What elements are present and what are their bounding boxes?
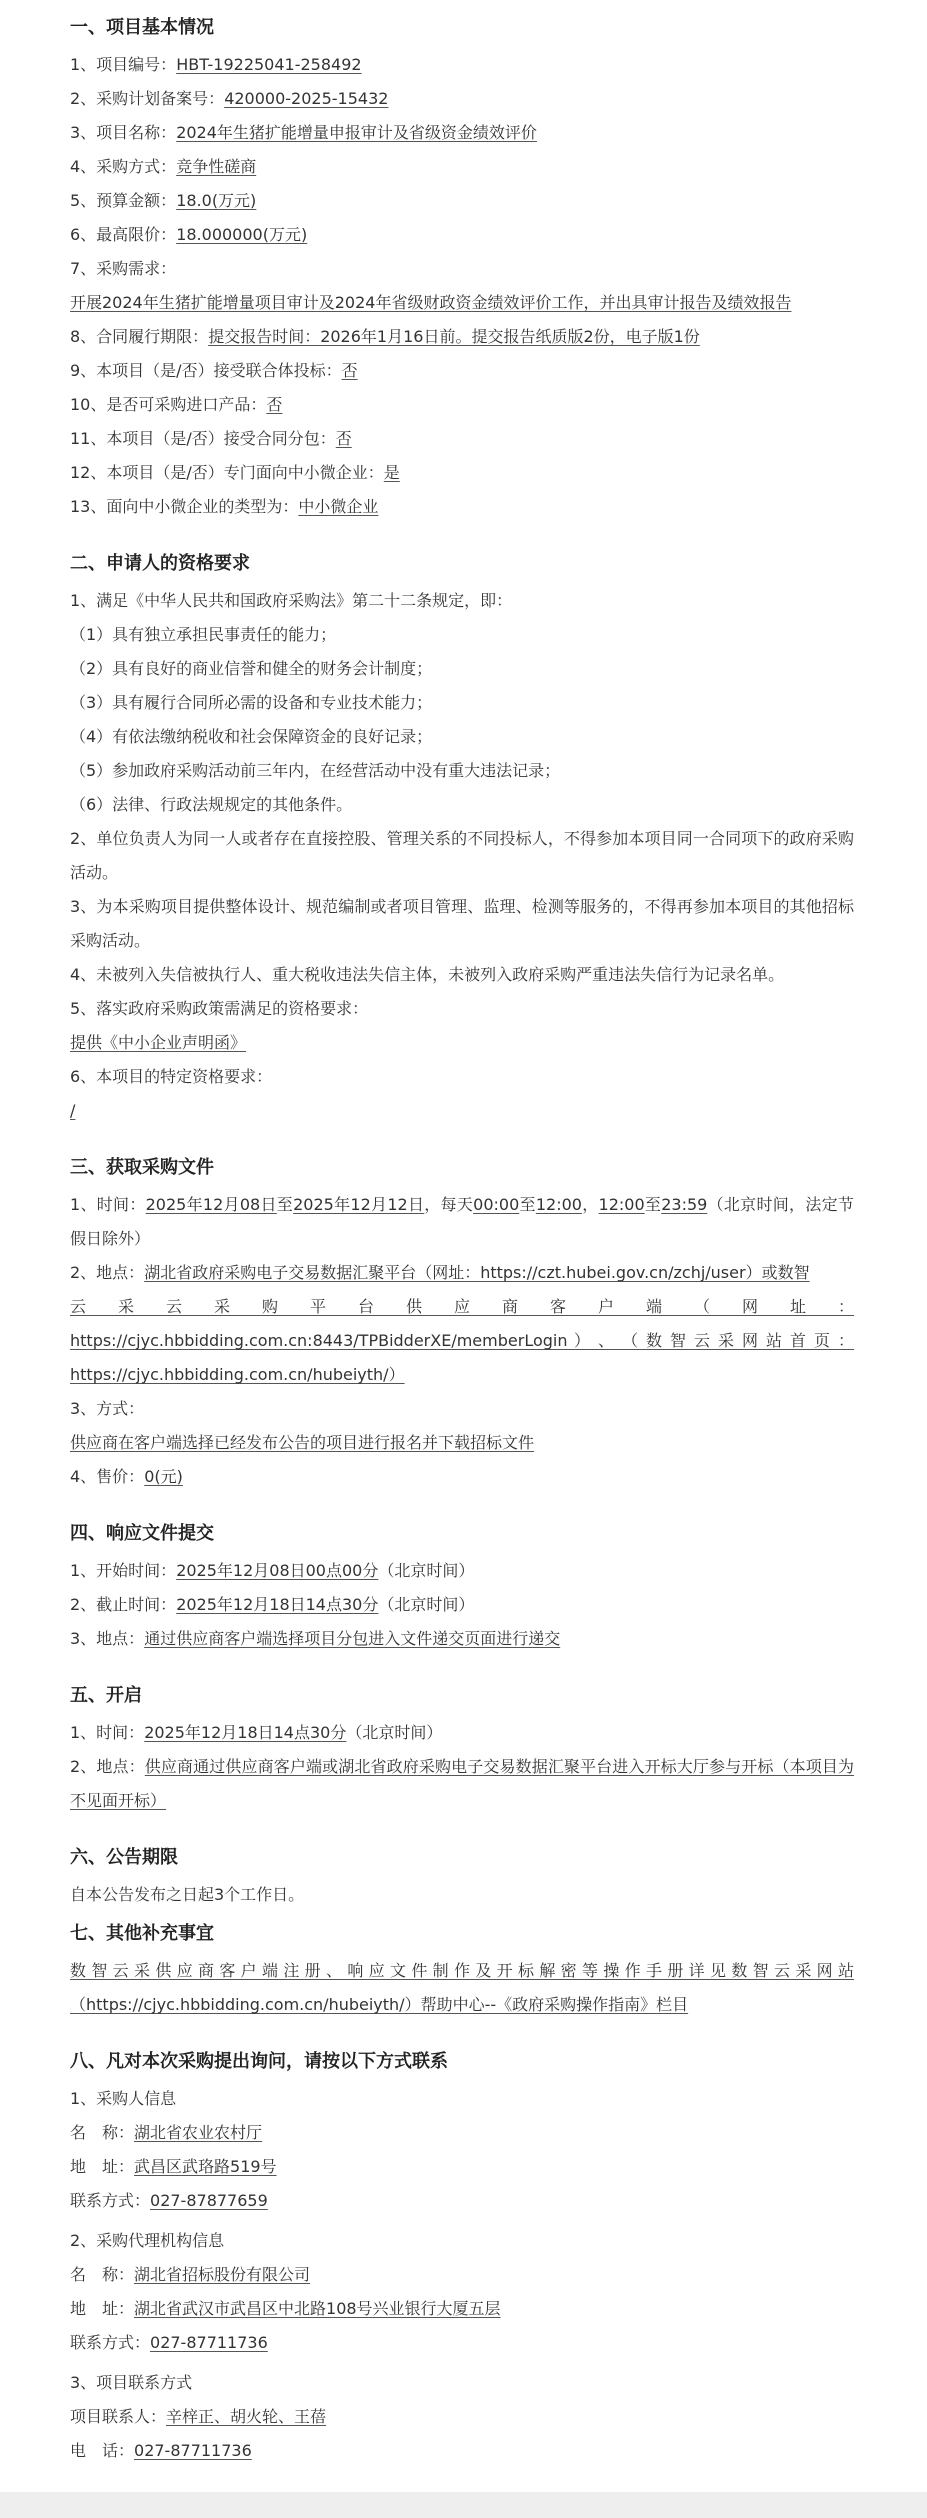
other-matters-line-1-row (70, 1954, 854, 1988)
contract-term-value: 提交报告时间：2026年1月16日前。提交报告纸质版2份，电子版1份 (208, 327, 700, 346)
max-price-value: 18.000000(万元) (176, 225, 308, 244)
obtain-hour-2: 12:00 (535, 1195, 582, 1214)
obtain-place-line-1: 湖北省政府采购电子交易数据汇聚平台（网址：https://czt.hubei.gov.cn/zchj/user）或数智 (144, 1263, 810, 1282)
submission-start-label: 1、开始时间： (70, 1561, 177, 1580)
submission-deadline-value: 2025年12月18日14点30分 (176, 1595, 379, 1614)
max-price-label: 6、最高限价： (70, 225, 177, 244)
budget-row (70, 184, 854, 218)
agent-phone-value: 027-87711736 (150, 2333, 268, 2352)
buyer-address-value: 武昌区武珞路519号 (134, 2157, 277, 2176)
sme-dedicated-label: 12、本项目（是/否）专门面向中小微企业： (70, 463, 384, 482)
qualification-condition: （5）参加政府采购活动前三年内，在经营活动中没有重大违法记录； (70, 761, 561, 780)
submission-deadline-note: （北京时间） (378, 1595, 475, 1614)
obtain-place-line-2: 云 采 云 采 购 平 台 供 应 商 客 户 端 （ 网 址 ： (70, 1297, 854, 1316)
obtain-place-line-4-row (70, 1358, 854, 1392)
obtain-hour-3: 12:00 (598, 1195, 645, 1214)
obtain-hour-to-2: 至 (644, 1195, 662, 1214)
procurement-needs-row (70, 286, 854, 320)
agent-info-heading: 2、采购代理机构信息 (70, 2231, 225, 2250)
plan-record-number-row (70, 82, 854, 116)
buyer-name-value: 湖北省农业农村厅 (134, 2123, 263, 2142)
project-contact-heading: 3、项目联系方式 (70, 2373, 193, 2392)
other-matters-line-1: 数智云采供应商客户端注册、响应文件制作及开标解密等操作手册详见数智云采网站 (70, 1961, 854, 1980)
obtain-end-date: 2025年12月12日 (293, 1195, 425, 1214)
project-name-label: 3、项目名称： (70, 123, 177, 142)
submission-place-row (70, 1622, 854, 1656)
qualification-policy-value: 提供《中小企业声明函》 (70, 1033, 247, 1052)
project-contact-phone-row (70, 2434, 854, 2468)
contract-term-row (70, 320, 854, 354)
project-number-label: 1、项目编号： (70, 55, 177, 74)
procurement-method-value: 竞争性磋商 (176, 157, 257, 176)
obtain-to-text: 至 (276, 1195, 294, 1214)
import-products-row (70, 388, 854, 422)
plan-record-number-value: 420000-2025-15432 (224, 89, 389, 108)
obtain-place-line-3-row (70, 1324, 854, 1358)
qualification-item: 6、本项目的特定资格要求： (70, 1067, 273, 1086)
qualification-item: 4、未被列入失信被执行人、重大税收违法失信主体，未被列入政府采购严重违法失信行为记录名单。 (70, 965, 785, 984)
obtain-start-date: 2025年12月08日 (145, 1195, 277, 1214)
opening-place-label: 2、地点： (70, 1757, 145, 1776)
opening-place-row (70, 1750, 854, 1818)
buyer-phone-value: 027-87877659 (150, 2191, 268, 2210)
section-title-basic-info: 一、项目基本情况 (70, 17, 214, 38)
obtain-daily-text: ，每天 (424, 1195, 474, 1214)
obtain-hour-4: 23:59 (661, 1195, 708, 1214)
opening-place-value: 供应商通过供应商客户端或湖北省政府采购电子交易数据汇聚平台进入开标大厅参与开标（本项目为不见面开标） (70, 1757, 854, 1810)
opening-time-note: （北京时间） (346, 1723, 443, 1742)
obtain-price-label: 4、售价： (70, 1467, 145, 1486)
import-products-label: 10、是否可采购进口产品： (70, 395, 267, 414)
project-contact-person-label: 项目联系人： (70, 2407, 167, 2426)
section-title-qualifications: 二、申请人的资格要求 (70, 553, 250, 574)
page-footer-bar (0, 2492, 927, 2518)
other-matters-line-2-row (70, 1988, 854, 2022)
consortium-label: 9、本项目（是/否）接受联合体投标： (70, 361, 342, 380)
qualification-item: 1、满足《中华人民共和国政府采购法》第二十二条规定，即： (70, 591, 513, 610)
obtain-method-row (70, 1426, 854, 1460)
obtain-time-label: 1、时间： (70, 1195, 146, 1214)
import-products-value: 否 (266, 395, 283, 414)
obtain-hour-1: 00:00 (473, 1195, 520, 1214)
submission-place-value: 通过供应商客户端选择项目分包进入文件递交页面进行递交 (144, 1629, 561, 1648)
opening-time-label: 1、时间： (70, 1723, 145, 1742)
project-contact-person-value: 辛梓正、胡火轮、王蓓 (166, 2407, 327, 2426)
submission-deadline-row (70, 1588, 854, 1622)
sme-dedicated-value: 是 (383, 463, 400, 482)
plan-record-number-label: 2、采购计划备案号： (70, 89, 225, 108)
project-name-value: 2024年生猪扩能增量申报审计及省级资金绩效评价 (176, 123, 537, 142)
budget-label: 5、预算金额： (70, 191, 177, 210)
qualification-condition: （4）有依法缴纳税收和社会保障资金的良好记录； (70, 727, 433, 746)
project-contact-phone-value: 027-87711736 (134, 2441, 252, 2460)
agent-name-value: 湖北省招标股份有限公司 (134, 2265, 311, 2284)
agent-address-row (70, 2292, 854, 2326)
qualification-item: 2、单位负责人为同一人或者存在直接控股、管理关系的不同投标人，不得参加本项目同一合同项下的政府采购活动。 (70, 829, 854, 882)
subcontract-label: 11、本项目（是/否）接受合同分包： (70, 429, 336, 448)
buyer-phone-label: 联系方式： (70, 2191, 151, 2210)
obtain-place-label: 2、地点： (70, 1263, 145, 1282)
project-number-row (70, 48, 854, 82)
project-contact-phone-label: 电 话： (70, 2441, 135, 2460)
submission-start-row (70, 1554, 854, 1588)
subcontract-value: 否 (335, 429, 352, 448)
qualification-condition: （6）法律、行政法规规定的其他条件。 (70, 795, 353, 814)
obtain-place-line-3: https://cjyc.hbbidding.com.cn:8443/TPBidderXE/memberLogin ） 、 （ 数 智 云 采 网 站 首 页 ： (70, 1331, 854, 1350)
obtain-method-label: 3、方式： (70, 1399, 145, 1418)
qualification-policy-row (70, 1026, 854, 1060)
section-title-response-submission: 四、响应文件提交 (70, 1523, 214, 1544)
section-title-contact: 八、凡对本次采购提出询问，请按以下方式联系 (70, 2051, 448, 2072)
section-title-obtain-documents: 三、获取采购文件 (70, 1157, 214, 1178)
qualification-item: 3、为本采购项目提供整体设计、规范编制或者项目管理、监理、检测等服务的，不得再参加本项目的其他招标采购活动。 (70, 897, 854, 950)
opening-time-row (70, 1716, 854, 1750)
section-title-other-matters: 七、其他补充事宜 (70, 1923, 214, 1944)
project-number-value: HBT-19225041-258492 (176, 55, 362, 74)
submission-start-note: （北京时间） (378, 1561, 475, 1580)
obtain-hour-comma: ， (581, 1195, 599, 1214)
qualification-special-row (70, 1094, 854, 1128)
project-name-row (70, 116, 854, 150)
announcement-document (70, 12, 854, 2468)
obtain-price-value: 0(元) (144, 1467, 183, 1486)
notice-period-text: 自本公告发布之日起3个工作日。 (70, 1885, 305, 1904)
obtain-time-row (70, 1188, 854, 1256)
qualification-condition: （2）具有良好的商业信誉和健全的财务会计制度； (70, 659, 433, 678)
agent-name-label: 名 称： (70, 2265, 135, 2284)
agent-phone-row (70, 2326, 854, 2360)
consortium-value: 否 (341, 361, 358, 380)
obtain-time-note: （北京时间，法定节假日除外） (70, 1195, 854, 1248)
project-contact-person-row (70, 2400, 854, 2434)
sme-dedicated-row (70, 456, 854, 490)
buyer-name-row (70, 2116, 854, 2150)
submission-start-value: 2025年12月08日00点00分 (176, 1561, 379, 1580)
consortium-row (70, 354, 854, 388)
submission-place-label: 3、地点： (70, 1629, 145, 1648)
subcontract-row (70, 422, 854, 456)
procurement-needs-value: 开展2024年生猪扩能增量项目审计及2024年省级财政资金绩效评价工作，并出具审计报告及绩效报告 (70, 293, 792, 312)
agent-name-row (70, 2258, 854, 2292)
qualification-condition: （1）具有独立承担民事责任的能力； (70, 625, 337, 644)
buyer-address-row (70, 2150, 854, 2184)
buyer-name-label: 名 称： (70, 2123, 135, 2142)
procurement-method-label: 4、采购方式： (70, 157, 177, 176)
max-price-row (70, 218, 854, 252)
section-title-opening: 五、开启 (70, 1685, 142, 1706)
submission-deadline-label: 2、截止时间： (70, 1595, 177, 1614)
agent-address-value: 湖北省武汉市武昌区中北路108号兴业银行大厦五层 (134, 2299, 501, 2318)
obtain-place-line-4: https://cjyc.hbbidding.com.cn/hubeiyth/） (70, 1365, 405, 1384)
opening-time-value: 2025年12月18日14点30分 (144, 1723, 347, 1742)
buyer-phone-row (70, 2184, 854, 2218)
qualification-condition: （3）具有履行合同所必需的设备和专业技术能力； (70, 693, 433, 712)
qualification-item: 5、落实政府采购政策需满足的资格要求： (70, 999, 369, 1018)
obtain-hour-to-1: 至 (519, 1195, 536, 1214)
contract-term-label: 8、合同履行期限： (70, 327, 209, 346)
agent-address-label: 地 址： (70, 2299, 135, 2318)
agent-phone-label: 联系方式： (70, 2333, 151, 2352)
obtain-place-row (70, 1256, 854, 1290)
sme-type-row (70, 490, 854, 524)
sme-type-label: 13、面向中小微企业的类型为： (70, 497, 299, 516)
qualification-special-value: / (70, 1101, 76, 1120)
obtain-method-value: 供应商在客户端选择已经发布公告的项目进行报名并下载招标文件 (70, 1433, 535, 1452)
budget-value: 18.0(万元) (176, 191, 257, 210)
buyer-address-label: 地 址： (70, 2157, 135, 2176)
procurement-method-row (70, 150, 854, 184)
other-matters-line-2: （https://cjyc.hbbidding.com.cn/hubeiyth/）帮助中心--《政府采购操作指南》栏目 (70, 1995, 689, 2014)
buyer-info-heading: 1、采购人信息 (70, 2089, 177, 2108)
procurement-needs-label: 7、采购需求： (70, 259, 177, 278)
obtain-price-row (70, 1460, 854, 1494)
section-title-notice-period: 六、公告期限 (70, 1847, 178, 1868)
sme-type-value: 中小微企业 (298, 497, 379, 516)
obtain-place-line-2-row (70, 1290, 854, 1324)
